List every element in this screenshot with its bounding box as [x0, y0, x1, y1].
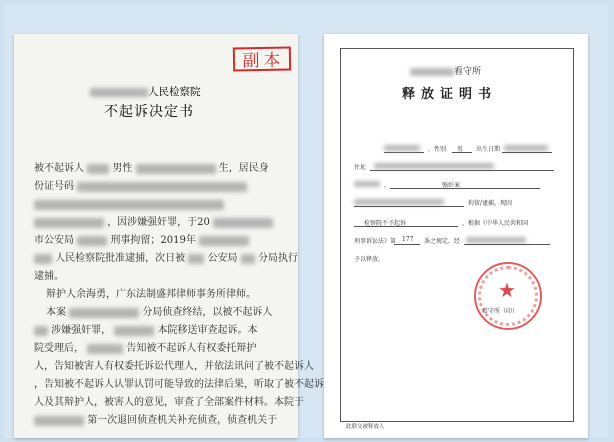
redacted-block	[34, 218, 104, 228]
redacted-block	[34, 200, 224, 210]
text-segment: 院受理后，	[34, 343, 84, 354]
text-line	[466, 236, 526, 243]
text-line: ，告知被不起诉人认罪认罚可能导致的法律后果，听取了被不起诉	[34, 379, 324, 390]
detain-label: 拘留/逮捕。现因	[468, 200, 513, 207]
redacted-block	[87, 344, 123, 354]
copy-stamp: 副本	[233, 46, 291, 71]
text-segment: 本案	[46, 307, 66, 318]
text-line	[34, 198, 224, 212]
text-segment: 第一次退回侦查机关补充侦查，侦查机关于	[87, 415, 278, 426]
redacted-block	[354, 181, 380, 187]
fill-line	[464, 244, 550, 245]
text-segment: 市公安局	[34, 235, 74, 246]
text-line	[34, 342, 256, 356]
fill-line	[452, 152, 472, 153]
text-line: 逮捕。	[34, 271, 64, 282]
text-line	[504, 144, 548, 151]
release-text: 予以释放。	[354, 256, 385, 263]
redacted-block	[466, 237, 526, 243]
text-segment: 人民检察院批准逮捕，次日被	[55, 253, 186, 264]
redacted-block	[90, 88, 148, 97]
fill-line	[384, 152, 424, 153]
sex-label: ，性别	[428, 146, 447, 153]
redacted-block	[241, 254, 255, 264]
right-org-title	[410, 64, 481, 77]
text-segment: 分局执行	[257, 253, 298, 264]
fill-line	[502, 152, 552, 153]
redacted-block	[354, 199, 444, 205]
text-line	[354, 180, 380, 187]
charge-value: 强奸案	[442, 182, 461, 189]
redacted-block	[136, 164, 216, 174]
redacted-block	[77, 236, 107, 246]
redacted-block	[199, 236, 249, 246]
seal-star-icon: ★	[498, 278, 516, 302]
redacted-block	[69, 308, 139, 318]
text-line	[34, 414, 277, 428]
footer-note: 此联交被释放人	[346, 424, 385, 430]
release-certificate-document	[324, 34, 588, 438]
redacted-block	[213, 218, 273, 228]
text-segment: 生，居民身	[218, 163, 269, 174]
article-number: 177	[402, 236, 414, 243]
address-label: 住址	[354, 164, 367, 171]
comma: ，	[384, 182, 391, 189]
birth-label: 出生日期	[476, 146, 501, 153]
text-segment: ，因涉嫌强奸罪，于20	[107, 217, 210, 228]
fill-line	[394, 244, 420, 245]
redacted-block	[34, 254, 52, 264]
left-org-title	[90, 84, 201, 99]
redacted-block	[374, 163, 494, 169]
text-segment: 男性	[112, 163, 133, 174]
text-segment: 刑事拘留；2019年	[110, 235, 196, 246]
right-doc-title: 释放证明书	[402, 87, 498, 102]
org-suffix: 看守所	[454, 67, 482, 77]
redacted-block	[77, 182, 247, 192]
text-line	[34, 252, 298, 266]
text-line	[354, 198, 444, 205]
text-segment: 分局侦查终结，以被不起诉人	[142, 307, 273, 318]
law-text: ，根据《中华人民共和国	[462, 220, 529, 227]
redacted-block	[410, 68, 454, 76]
redacted-block	[188, 254, 204, 264]
text-segment: 本院移送审查起诉。本	[157, 325, 258, 336]
text-line	[374, 162, 494, 169]
certificate-border	[340, 48, 574, 422]
text-segment: 告知被不起诉人有权委托辩护	[126, 343, 257, 354]
text-line	[34, 234, 249, 248]
text-line	[34, 162, 269, 176]
text-segment: 被不起诉人	[34, 163, 84, 174]
seal-caption: 看守所（印）	[482, 308, 519, 315]
text-line	[34, 180, 247, 194]
text-line	[34, 324, 258, 338]
text-line: 辩护人余海勇，广东法制盛邦律师事务所律师。	[46, 289, 256, 300]
law-name: 刑事诉讼法》第	[354, 238, 397, 245]
sex-value: 男	[457, 146, 464, 153]
redacted-block	[384, 145, 420, 151]
text-segment: 涉嫌强奸罪，	[51, 325, 112, 336]
text-line	[34, 216, 273, 230]
left-doc-title: 不起诉决定书	[104, 104, 194, 120]
text-segment: 份证号码	[34, 181, 74, 192]
text-line	[384, 144, 420, 151]
redacted-block	[34, 416, 84, 426]
fill-line	[354, 206, 464, 207]
decision-value: 检察院不予起诉	[364, 220, 407, 227]
fill-line	[354, 226, 458, 227]
org-suffix: 人民检察院	[148, 86, 201, 98]
text-line: 人，告知被害人有权委托诉讼代理人，并依法讯问了被不起诉人	[34, 361, 314, 372]
fill-line	[390, 188, 540, 189]
text-line: 人及其辩护人，被害人的意见，审查了全部案件材料。本院于	[34, 397, 304, 408]
text-line	[46, 306, 272, 320]
redacted-block	[114, 326, 154, 336]
fill-line	[370, 170, 554, 171]
article-suffix: 条之规定，经	[424, 238, 461, 245]
text-segment: 公安局	[207, 253, 238, 264]
redacted-block	[34, 326, 48, 336]
redacted-block	[504, 145, 548, 151]
redacted-block	[87, 164, 109, 174]
